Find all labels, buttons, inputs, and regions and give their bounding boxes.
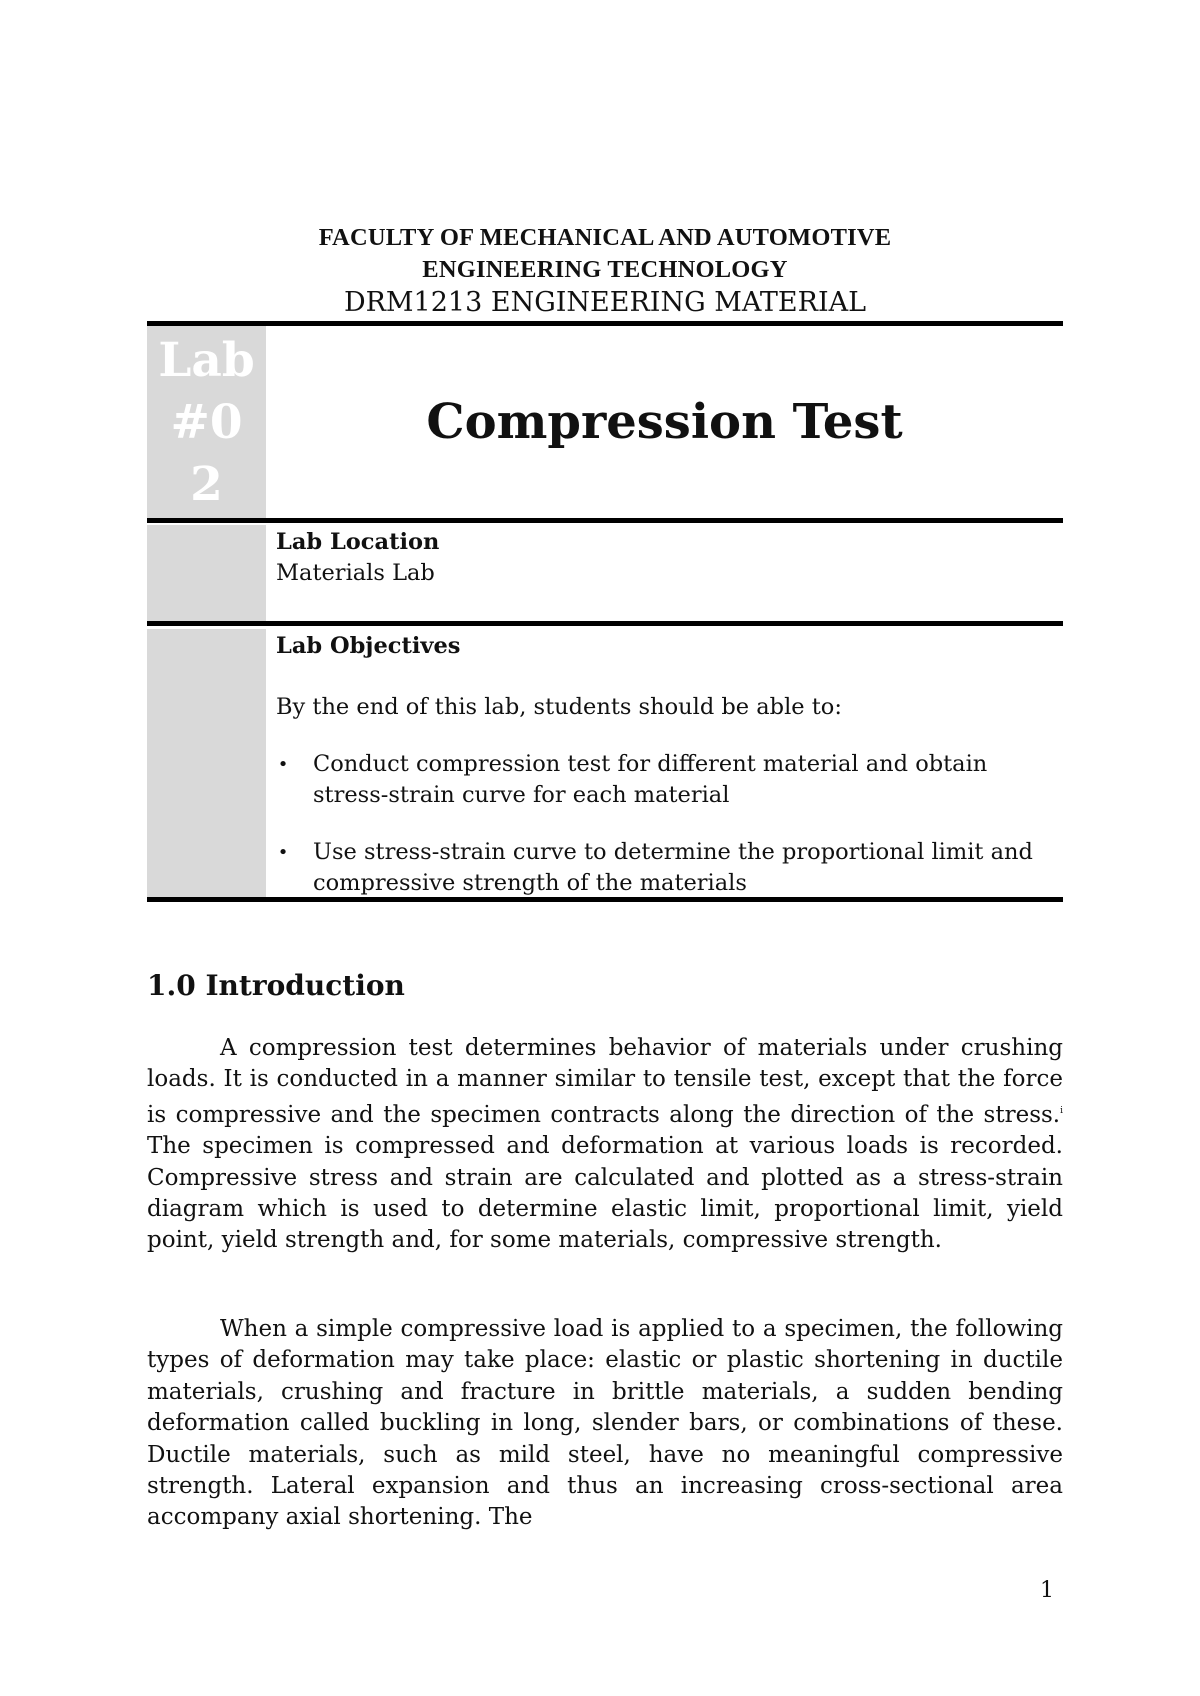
lab-objectives-cell xyxy=(276,631,1056,925)
lab-objectives-heading: Lab Objectives xyxy=(276,633,461,659)
location-shade xyxy=(147,525,266,624)
bullet-icon: • xyxy=(277,754,289,775)
objective-text: Use stress-strain curve to determine the proportional limit and compressive strength of the materials xyxy=(313,839,1033,896)
paragraph-text: A compression test determines behavior of materials under crushing loads. It is conducted in a manner similar to tensile test, except that the force is compressive and the specimen contracts along the direction of the stress. xyxy=(147,1035,1063,1128)
objective-item xyxy=(276,837,1056,899)
section-heading-introduction: 1.0 Introduction xyxy=(147,969,405,1002)
lab-number xyxy=(147,330,266,516)
lab-number-line: 2 xyxy=(190,457,223,512)
lab-objectives-intro: By the end of this lab, students should be able to: xyxy=(276,694,842,720)
course-title: DRM1213 ENGINEERING MATERIAL xyxy=(343,287,867,318)
paragraph-text: When a simple compressive load is applied to a specimen, the following types of deformation may take place: elastic or plastic shortening in ductile materials, crushing and fracture in brittle materials, a sudden bending deformation called buckling in long, slender bars, or combinations of these. Ductile materials, such as mild steel, have no meaningful compressive strength. Lateral expansion and thus an increasing cross-sectional area accompany axial shortening. The xyxy=(147,1316,1063,1531)
top-rule xyxy=(147,321,1063,326)
lab-number-line: #0 xyxy=(170,395,243,450)
bullet-icon: • xyxy=(277,842,289,863)
intro-paragraph-1 xyxy=(147,1033,1063,1257)
paragraph-text: The specimen is compressed and deformation at various loads is recorded. Compressive stress and strain are calculated and plotted as a stress-strain diagram which is used to determine elastic limit, proportional limit, yield point, yield strength and, for some materials, compressive strength. xyxy=(147,1133,1063,1254)
objectives-list xyxy=(276,749,1056,899)
lab-number-line: Lab xyxy=(158,333,255,388)
lab-location-cell xyxy=(276,527,1056,589)
faculty-name-line-2: ENGINEERING TECHNOLOGY xyxy=(422,256,788,283)
objectives-shade xyxy=(147,629,266,898)
intro-paragraph-2 xyxy=(147,1314,1063,1534)
objective-text: Conduct compression test for different material and obtain stress-strain curve for each material xyxy=(313,751,988,808)
title-rule xyxy=(147,518,1063,523)
faculty-name-line-1: FACULTY OF MECHANICAL AND AUTOMOTIVE xyxy=(318,224,892,251)
document-header xyxy=(147,222,1063,320)
location-rule xyxy=(147,621,1063,626)
lab-location-heading: Lab Location xyxy=(276,529,440,555)
footnote-reference[interactable]: i xyxy=(1060,1105,1063,1116)
lab-location-value: Materials Lab xyxy=(276,560,435,586)
lab-title: Compression Test xyxy=(426,394,903,450)
objective-item xyxy=(276,749,1056,811)
page-number: 1 xyxy=(1040,1578,1054,1603)
